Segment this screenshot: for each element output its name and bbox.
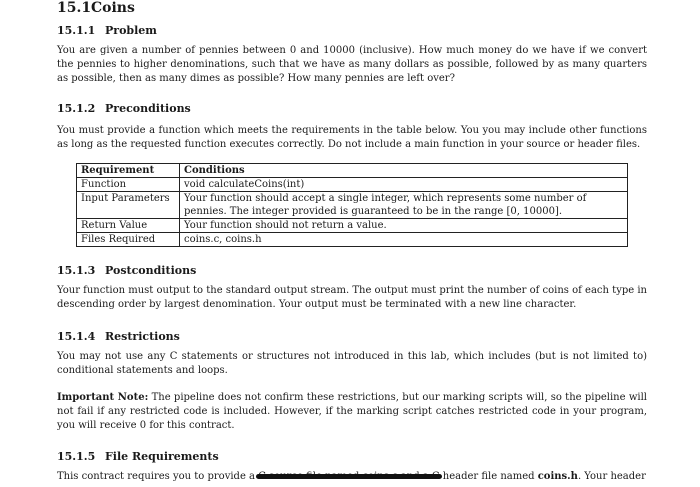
- file-requirements-number: 15.1.5: [57, 450, 96, 463]
- table-row: [77, 233, 628, 247]
- important-note: [57, 391, 647, 433]
- problem-heading: [57, 24, 157, 37]
- postconditions-heading: [57, 264, 196, 277]
- restrictions-title: Restrictions: [105, 330, 180, 343]
- table-header-row: [77, 164, 628, 178]
- table-cell-conditions: Your function should accept a single integer, which represents some number of pennies. The integer provided is guaranteed to be in the range [0, 10000].: [180, 192, 628, 219]
- table-cell-conditions: void calculateCoins(int): [180, 178, 628, 192]
- important-note-text: The pipeline does not confirm these restrictions, but our marking scripts will, so the pipeline will not fail if any restricted code is included. However, if the marking script catches restricted code in your program, you will receive 0 for this contract.: [57, 392, 647, 431]
- table-cell-conditions: Your function should not return a value.: [180, 219, 628, 233]
- table-cell-requirement: Return Value: [77, 219, 180, 233]
- header-filename: coins.h: [537, 471, 578, 482]
- file-text-after: . Your header: [577, 471, 646, 482]
- preconditions-title: Preconditions: [105, 102, 191, 115]
- important-note-label: Important Note:: [57, 392, 149, 403]
- file-text-mid: header file named: [442, 471, 538, 482]
- postconditions-number: 15.1.3: [57, 264, 96, 277]
- section-number: 15.1: [57, 0, 92, 16]
- table-cell-requirement: Function: [77, 178, 180, 192]
- problem-title: Problem: [105, 24, 157, 37]
- postconditions-text: Your function must output to the standard output stream. The output must print the number of coins of each type in descending order by largest denomination. Your output must be terminated with a new line character.: [57, 285, 647, 310]
- table-cell-conditions: coins.c, coins.h: [180, 233, 628, 247]
- table-row: [77, 219, 628, 233]
- file-text-before: This contract requires you to provide a: [57, 471, 256, 482]
- preconditions-text: You must provide a function which meets the requirements in the table below. You you may include other functions as long as the requested function executes correctly. Do not include a main function in your source or header files.: [57, 125, 647, 150]
- preconditions-number: 15.1.2: [57, 102, 96, 115]
- table-row: [77, 178, 628, 192]
- file-requirements-heading: [57, 450, 219, 463]
- preconditions-heading: [57, 102, 191, 115]
- scribble-mark: [256, 474, 441, 479]
- restrictions-heading: [57, 330, 180, 343]
- problem-text: You are given a number of pennies between 0 and 10000 (inclusive). How much money do we have if we convert the pennies to higher denominations, such that we have as many dollars as possible, followed by as many quarters as possible, then as many dimes as possible? How many pennies are left over?: [57, 45, 647, 84]
- file-requirements-title: File Requirements: [105, 450, 219, 463]
- requirements-table: [76, 163, 628, 247]
- section-title: Coins: [91, 0, 135, 16]
- section-heading: [57, 0, 135, 16]
- table-row: [77, 192, 628, 219]
- table-header-conditions: Conditions: [180, 164, 628, 178]
- problem-number: 15.1.1: [57, 24, 96, 37]
- scribbled-text: [258, 470, 439, 484]
- restrictions-text: You may not use any C statements or structures not introduced in this lab, which includes (but is not limited to) conditional statements and loops.: [57, 351, 647, 376]
- restrictions-number: 15.1.4: [57, 330, 96, 343]
- table-cell-requirement: Files Required: [77, 233, 180, 247]
- table-header-requirement: Requirement: [77, 164, 180, 178]
- table-cell-requirement: Input Parameters: [77, 192, 180, 219]
- file-requirements-text: [57, 470, 647, 484]
- postconditions-title: Postconditions: [105, 264, 197, 277]
